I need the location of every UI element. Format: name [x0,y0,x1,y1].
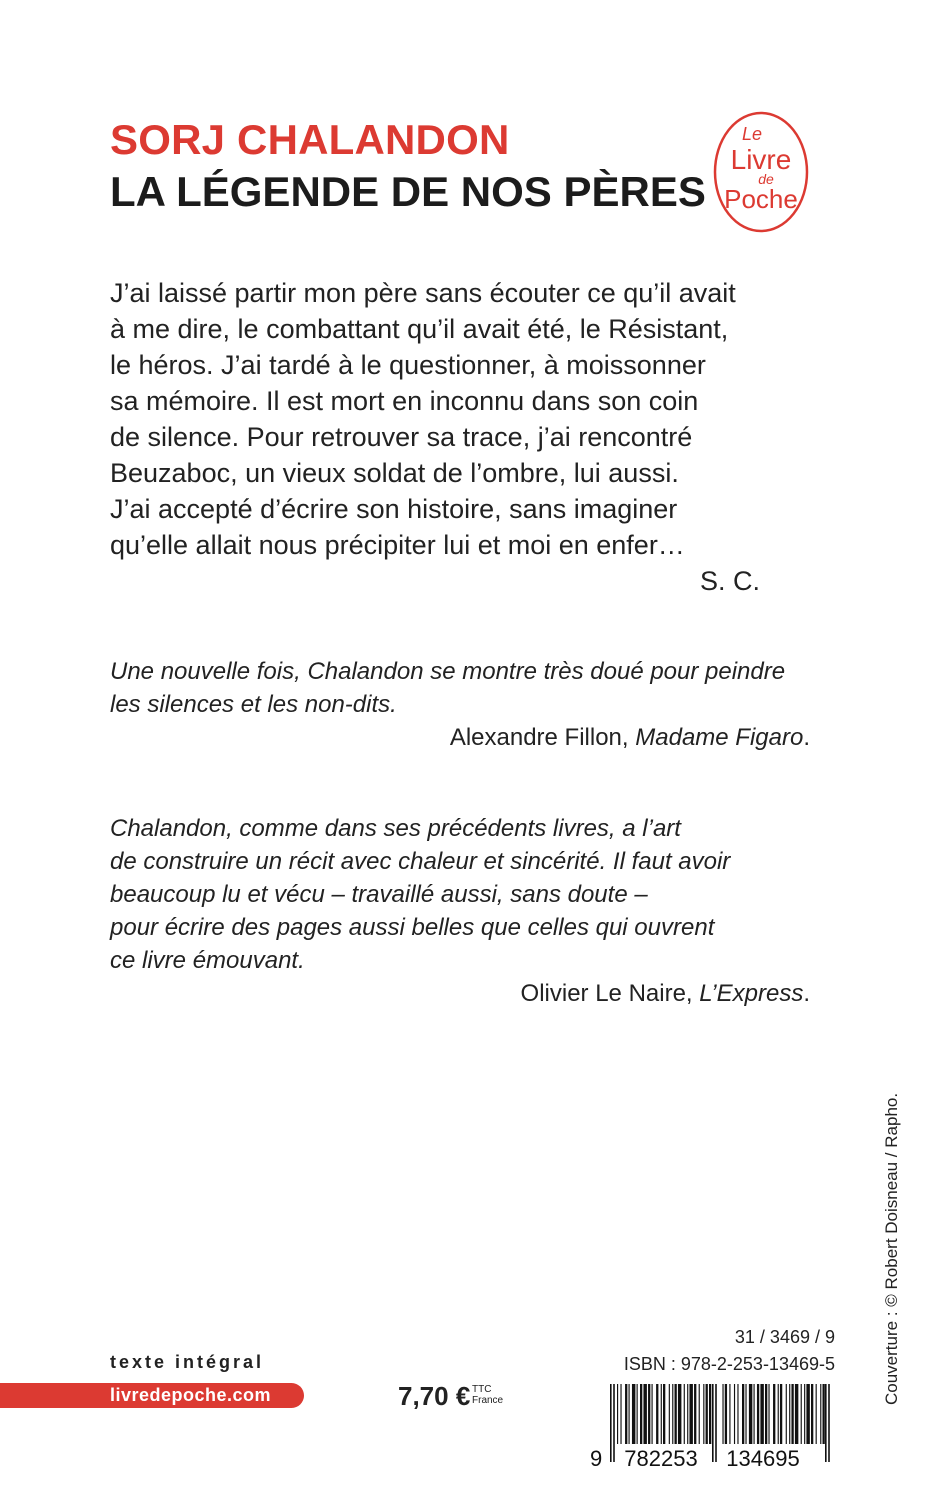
barcode-bar [780,1384,782,1444]
barcode-bar [637,1384,638,1444]
barcode-bar [703,1384,704,1444]
blurb-line: de silence. Pour retrouver sa trace, j’ai rencontré [110,422,693,452]
barcode-bar [823,1384,825,1444]
barcode-bar [789,1384,790,1444]
barcode-bar [656,1384,658,1444]
livre-de-poche-logo [712,110,810,234]
blurb-signature: S. C. [700,566,761,596]
quote-line: de construire un récit avec chaleur et sincérité. Il faut avoir [110,848,731,875]
price-note [472,1384,503,1406]
barcode-bar [722,1384,723,1444]
barcode-bar [629,1384,630,1444]
barcode-bar [816,1384,817,1444]
barcode-bar [694,1384,696,1444]
barcode-bar [672,1384,673,1444]
back-cover-blurb [110,275,830,596]
price-note-france: France [472,1395,504,1406]
barcode-bar [689,1384,692,1444]
quote-attribution [110,721,830,754]
barcode-bar [786,1384,787,1444]
barcode-bar [801,1384,802,1444]
barcode-bar [661,1384,662,1444]
quote-end: . [803,980,810,1007]
barcode-bar [795,1384,798,1444]
barcode-group-2: 134695 [726,1446,800,1470]
logo-poche: Poche [724,184,798,214]
website-banner [0,1383,304,1408]
barcode-first-digit: 9 [590,1446,603,1470]
blurb-line: à me dire, le combattant qu’il avait été, le Résistant, [110,314,729,344]
logo-le: Le [742,124,763,144]
barcode-guard-bar [712,1384,714,1462]
barcode-group-1: 782253 [624,1446,698,1470]
barcode-bar [706,1384,708,1444]
barcode-bar [737,1384,738,1444]
barcode-bar [675,1384,677,1444]
blurb-line: Beuzaboc, un vieux soldat de l’ombre, lui aussi. [110,458,679,488]
barcode-bar [617,1384,618,1444]
quote-author: Alexandre Fillon, [449,724,636,751]
barcode-bar [804,1384,805,1444]
blurb-line: J’ai accepté d’écrire son histoire, sans imaginer [110,494,678,524]
barcode-bar [652,1384,653,1444]
barcode-bar [778,1384,779,1444]
texte-integral-label: texte intégral [110,1352,265,1372]
barcode-bar [699,1384,700,1444]
press-quote-1 [110,655,830,754]
barcode-bar [725,1384,727,1444]
cover-credit: Couverture : © Robert Doisneau / Rapho. [882,1092,901,1405]
barcode-guard-bar [613,1384,615,1462]
barcode-bar [663,1384,665,1444]
barcode-bar [749,1384,752,1444]
barcode-bar [806,1384,809,1444]
quote-line: ce livre émouvant. [110,947,305,974]
isbn-number: ISBN : 978-2-253-13469-5 [623,1354,835,1374]
barcode-guard-bar [715,1384,717,1462]
blurb-line: sa mémoire. Il est mort en inconnu dans son coin [110,386,699,416]
barcode-bar [684,1384,685,1444]
barcode-bar [669,1384,670,1444]
logo-livre: Livre [730,144,792,175]
barcode-bar [768,1384,769,1444]
barcode-bar [620,1384,621,1444]
author-name: SORJ CHALANDON [110,116,510,163]
barcode-bar [643,1384,646,1444]
barcode-bar [754,1384,755,1444]
barcode-bar [760,1384,763,1444]
barcode-bar [709,1384,711,1444]
catalog-code: 31 / 3469 / 9 [734,1327,835,1347]
book-title: LA LÉGENDE DE NOS PÈRES [110,168,706,215]
barcode-bar [765,1384,767,1444]
barcode-bar [791,1384,793,1444]
blurb-line: J’ai laissé partir mon père sans écouter ce qu’il avait [110,278,736,308]
barcode-guard-bar [610,1384,612,1462]
barcode-guard-bar [828,1384,830,1462]
price: 7,70 € [398,1381,471,1411]
isbn-barcode [588,1384,833,1470]
quote-line: pour écrire des pages aussi belles que celles qui ouvrent [110,914,715,941]
blurb-line: qu’elle allait nous précipiter lui et moi en enfer… [110,530,685,560]
barcode-bar [811,1384,813,1444]
barcode-bar [632,1384,635,1444]
barcode-bar [820,1384,821,1444]
price-note-ttc: TTC [472,1384,492,1395]
barcode-bar [773,1384,775,1444]
quote-end: . [803,724,810,751]
quote-author: Olivier Le Naire, [520,980,700,1007]
barcode-bar [745,1384,746,1444]
barcode-bar [729,1384,730,1444]
quote-attribution [110,977,830,1010]
barcode-bar [625,1384,627,1444]
quote-line: les silences et les non-dits. [110,691,397,718]
quote-line: Une nouvelle fois, Chalandon se montre très doué pour peindre [110,658,786,685]
press-quote-2 [110,812,830,1010]
website-link[interactable]: livredepoche.com [110,1385,272,1405]
quote-source: Madame Figaro [635,724,804,751]
logo-de: de [758,171,774,187]
barcode-bar [640,1384,642,1444]
barcode-bar [678,1384,681,1444]
quote-line: beaucoup lu et vécu – travaillé aussi, sans doute – [110,881,648,908]
barcode-guard-bar [825,1384,827,1462]
barcode-bar [734,1384,735,1444]
quote-source: L’Express [699,980,804,1007]
barcode-bar [648,1384,650,1444]
quote-line: Chalandon, comme dans ses précédents livres, a l’art [110,815,681,842]
barcode-bar [687,1384,688,1444]
blurb-line: le héros. J’ai tardé à le questionner, à moissonner [110,350,706,380]
barcode-bar [757,1384,759,1444]
barcode-bar [742,1384,744,1444]
